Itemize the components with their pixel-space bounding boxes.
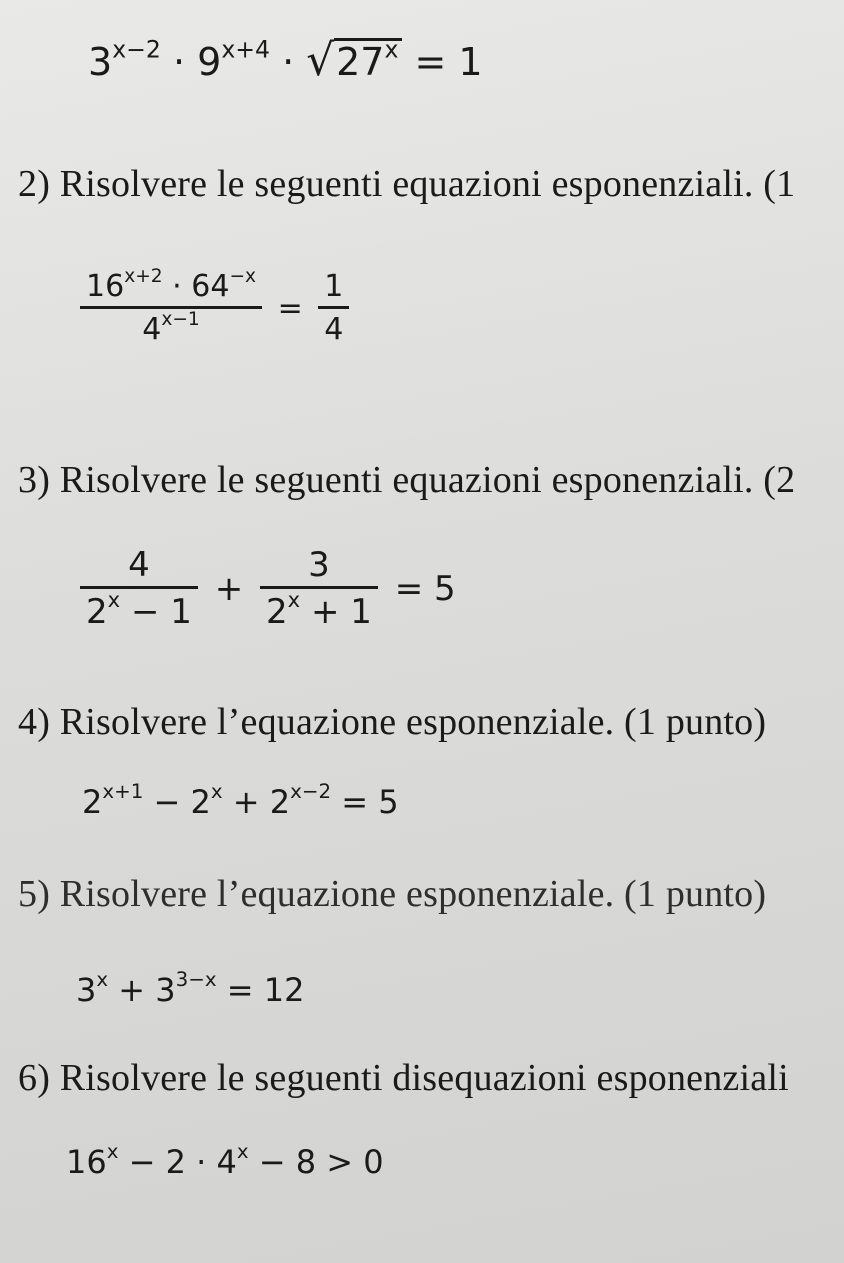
eq4-rhs: = 5 <box>341 783 399 821</box>
eq2-den-exp: x−1 <box>161 309 200 331</box>
eq2-num-exp1: x+2 <box>124 266 163 288</box>
eq3-den2-tail: + 1 <box>310 592 372 632</box>
problem-4-heading: 4) Risolvere l’equazione esponenziale. (1 punto) <box>18 701 767 743</box>
eq2-num-base1: 16 <box>86 269 125 304</box>
eq1-radicand-base: 27 <box>336 40 385 84</box>
eq2-equals: = <box>277 290 303 326</box>
eq6-b2: 4 <box>216 1143 237 1181</box>
eq1-radicand <box>334 35 402 84</box>
eq6-b1: 16 <box>66 1143 107 1181</box>
eq4-op2: + <box>232 783 260 821</box>
eq5-rhs: = 12 <box>226 971 305 1009</box>
eq1-rhs: = 1 <box>414 40 483 84</box>
problem-2-heading: 2) Risolvere le seguenti equazioni esponenziali. (1 <box>18 163 796 205</box>
eq2-num-exp2: −x <box>229 266 257 288</box>
eq1-radical-sign: √ <box>306 35 335 86</box>
eq1-base1: 3 <box>88 40 113 84</box>
eq1-dot2: · <box>282 40 295 84</box>
eq3-plus: + <box>214 568 244 609</box>
eq5-e1: x <box>96 968 109 992</box>
eq1-radicand-exp: x <box>384 35 399 64</box>
eq3-num2: 3 <box>308 545 330 585</box>
eq3-num1: 4 <box>128 545 150 585</box>
eq5-op1: + <box>118 971 146 1009</box>
eq3-den1 <box>80 586 198 632</box>
eq3-den2-exp: x <box>287 587 301 613</box>
equation-2 <box>80 266 349 347</box>
eq1-base2: 9 <box>197 40 222 84</box>
eq2-denominator <box>80 306 262 345</box>
equation-5 <box>76 968 305 1009</box>
problem-6-heading: 6) Risolvere le seguenti disequazioni esponenziali <box>18 1057 789 1099</box>
eq4-b2: 2 <box>190 783 211 821</box>
eq3-rhs: = 5 <box>394 568 456 609</box>
eq3-fraction-2 <box>260 545 378 632</box>
eq5-e2: 3−x <box>175 968 217 992</box>
eq6-e1: x <box>106 1140 119 1164</box>
eq4-e2: x <box>210 780 223 804</box>
eq3-den1-base: 2 <box>86 592 108 632</box>
eq2-fraction <box>80 266 262 347</box>
eq3-den1-tail: − 1 <box>130 592 192 632</box>
eq6-tail: − 8 > 0 <box>258 1143 384 1181</box>
problem-5-heading: 5) Risolvere l’equazione esponenziale. (1 punto) <box>18 873 767 915</box>
eq3-fraction-1 <box>80 545 198 632</box>
eq1-dot1: · <box>172 40 186 84</box>
equation-4 <box>82 780 399 821</box>
eq2-num-base2: 64 <box>191 269 230 304</box>
eq3-den2-base: 2 <box>266 592 288 632</box>
eq2-rhs-num: 1 <box>324 269 344 304</box>
problem-3-heading: 3) Risolvere le seguenti equazioni esponenziali. (2 <box>18 459 796 501</box>
equation-3 <box>80 545 462 632</box>
eq2-numerator <box>80 266 262 306</box>
eq6-op1: − 2 · <box>128 1143 207 1181</box>
eq2-num-dot: · <box>172 269 182 304</box>
eq2-rhs-fraction <box>318 269 349 347</box>
eq2-rhs-den: 4 <box>318 306 349 345</box>
eq4-b1: 2 <box>82 783 103 821</box>
eq4-e1: x+1 <box>102 780 144 804</box>
eq4-e3: x−2 <box>290 780 332 804</box>
eq1-exp2: x+4 <box>221 35 270 64</box>
eq3-den1-exp: x <box>107 587 121 613</box>
eq1-exp1: x−2 <box>112 35 161 64</box>
equation-1 <box>88 35 483 86</box>
eq5-b2: 3 <box>155 971 176 1009</box>
equation-6 <box>66 1140 384 1181</box>
eq5-b1: 3 <box>76 971 97 1009</box>
eq4-b3: 2 <box>269 783 291 821</box>
eq2-den-base: 4 <box>142 312 162 347</box>
eq4-op1: − <box>153 783 181 821</box>
eq3-den2 <box>260 586 378 632</box>
eq6-e2: x <box>236 1140 249 1164</box>
